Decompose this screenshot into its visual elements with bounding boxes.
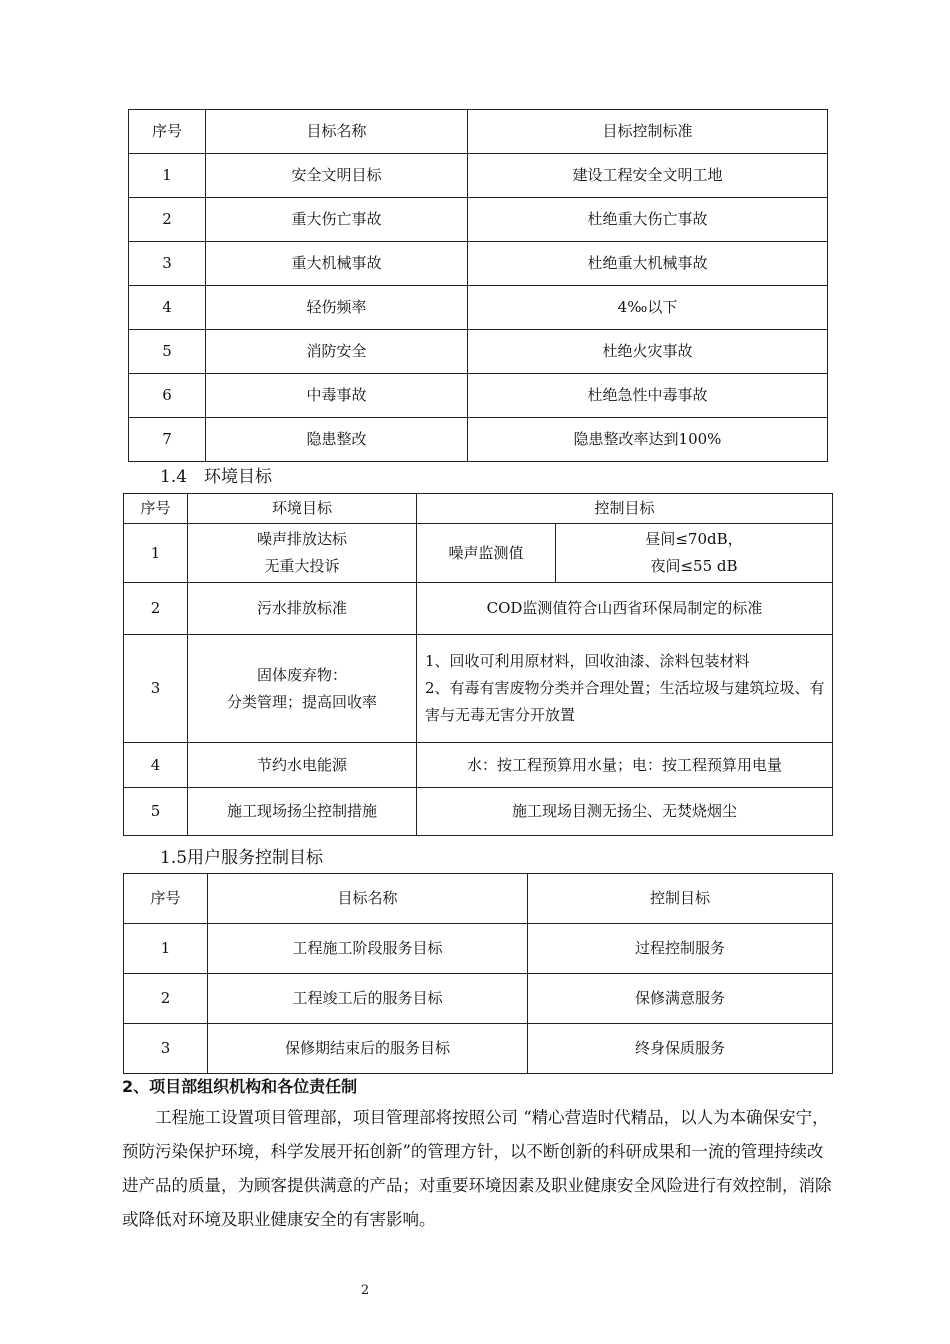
control-target: 过程控制服务 xyxy=(528,924,833,974)
table-header: 序号 xyxy=(124,494,188,524)
table-header: 控制目标 xyxy=(528,874,833,924)
table-row xyxy=(129,374,828,418)
table-header: 目标控制标准 xyxy=(468,110,828,154)
section-heading-environment: 1.4 环境目标 xyxy=(160,467,273,487)
table-row xyxy=(129,154,828,198)
user-service-table xyxy=(123,873,833,1074)
table-row xyxy=(129,418,828,462)
target-standard: 建设工程安全文明工地 xyxy=(468,154,828,198)
target-name: 中毒事故 xyxy=(206,374,468,418)
row-number: 1 xyxy=(129,154,206,198)
target-standard: 杜绝重大伤亡事故 xyxy=(468,198,828,242)
row-number: 3 xyxy=(124,1024,208,1074)
row-number: 4 xyxy=(129,286,206,330)
row-number: 4 xyxy=(124,743,188,788)
table-row xyxy=(124,743,833,788)
table-header: 序号 xyxy=(129,110,206,154)
environment-target: 施工现场扬尘控制措施 xyxy=(188,788,417,836)
row-number: 2 xyxy=(129,198,206,242)
table-header: 目标名称 xyxy=(208,874,528,924)
row-number: 5 xyxy=(129,330,206,374)
target-name: 轻伤频率 xyxy=(206,286,468,330)
table-row xyxy=(129,242,828,286)
environment-target: 节约水电能源 xyxy=(188,743,417,788)
target-name: 重大机械事故 xyxy=(206,242,468,286)
row-number: 2 xyxy=(124,974,208,1024)
table-row xyxy=(124,635,833,743)
target-name: 安全文明目标 xyxy=(206,154,468,198)
table-row xyxy=(124,924,833,974)
control-target: 1、回收可利用原材料，回收油漆、涂料包装材料 2、有毒有害废物分类并合理处置；生活垃圾与建筑垃圾、有害与无毒无害分开放置 xyxy=(417,635,833,743)
table-header: 目标名称 xyxy=(206,110,468,154)
row-number: 5 xyxy=(124,788,188,836)
target-standard: 4‰以下 xyxy=(468,286,828,330)
table-row xyxy=(124,583,833,635)
target-standard: 杜绝火灾事故 xyxy=(468,330,828,374)
table-row xyxy=(129,286,828,330)
section-heading-organization: 2、项目部组织机构和各位责任制 xyxy=(122,1077,358,1096)
environment-target: 噪声排放达标 无重大投诉 xyxy=(188,524,417,583)
table-row xyxy=(124,1024,833,1074)
row-number: 7 xyxy=(129,418,206,462)
control-target: 昼间≤70dB， 夜间≤55 dB xyxy=(556,524,833,583)
control-target: 水：按工程预算用水量；电：按工程预算用电量 xyxy=(417,743,833,788)
control-target: COD监测值符合山西省环保局制定的标准 xyxy=(417,583,833,635)
row-number: 2 xyxy=(124,583,188,635)
row-number: 3 xyxy=(124,635,188,743)
target-name: 工程竣工后的服务目标 xyxy=(208,974,528,1024)
target-standard: 杜绝急性中毒事故 xyxy=(468,374,828,418)
target-standard: 杜绝重大机械事故 xyxy=(468,242,828,286)
body-paragraph: 工程施工设置项目管理部，项目管理部将按照公司 “精心营造时代精品，以人为本确保安宁，预防污染保护环境，科学发展开拓创新”的管理方针，以不断创新的科研成果和一流的管理持续改进产品的质量，为顾客提供满意的产品；对重要环境因素及职业健康安全风险进行有效控制，消除或降低对环境及职业健康安全的有害影响。 xyxy=(122,1108,832,1229)
table-row xyxy=(129,198,828,242)
section-heading-user-service: 1.5用户服务控制目标 xyxy=(160,848,324,868)
environment-targets-table xyxy=(123,493,833,836)
row-number: 1 xyxy=(124,924,208,974)
table-row xyxy=(124,974,833,1024)
target-name: 隐患整改 xyxy=(206,418,468,462)
target-name: 重大伤亡事故 xyxy=(206,198,468,242)
target-name: 工程施工阶段服务目标 xyxy=(208,924,528,974)
control-target: 施工现场目测无扬尘、无焚烧烟尘 xyxy=(417,788,833,836)
environment-target: 固体废弃物： 分类管理；提高回收率 xyxy=(188,635,417,743)
table-row xyxy=(124,788,833,836)
table-row xyxy=(129,330,828,374)
target-name: 消防安全 xyxy=(206,330,468,374)
target-name: 保修期结束后的服务目标 xyxy=(208,1024,528,1074)
page-number: 2 xyxy=(360,1283,370,1298)
row-number: 1 xyxy=(124,524,188,583)
control-target: 终身保质服务 xyxy=(528,1024,833,1074)
control-target: 保修满意服务 xyxy=(528,974,833,1024)
table-header: 序号 xyxy=(124,874,208,924)
row-number: 6 xyxy=(129,374,206,418)
target-standard: 隐患整改率达到100% xyxy=(468,418,828,462)
environment-target: 污水排放标准 xyxy=(188,583,417,635)
table-row xyxy=(124,524,833,583)
table-header: 环境目标 xyxy=(188,494,417,524)
row-number: 3 xyxy=(129,242,206,286)
safety-targets-table xyxy=(128,109,828,462)
table-header: 控制目标 xyxy=(417,494,833,524)
control-subcategory: 噪声监测值 xyxy=(417,524,556,583)
